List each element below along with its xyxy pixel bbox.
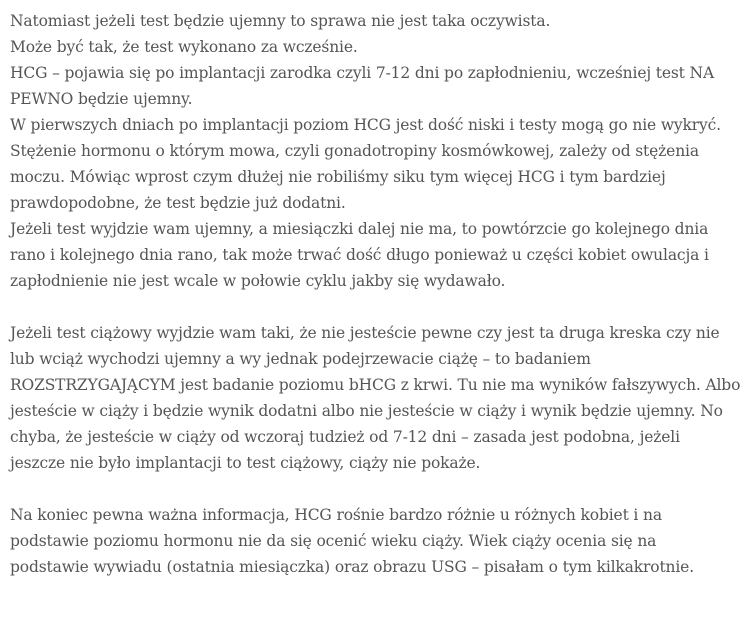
text-line: ROZSTRZYGAJĄCYM jest badanie poziomu bHCG z krwi. Tu nie ma wyników fałszywych. Albo <box>10 376 741 394</box>
text-line: Jeżeli test wyjdzie wam ujemny, a miesiączki dalej nie ma, to powtórzcie go kolejnego dnia <box>10 220 709 238</box>
paragraph-blood-test <box>10 320 746 476</box>
text-line: podstawie poziomu hormonu nie da się ocenić wieku ciąży. Wiek ciąży ocenia się na <box>10 532 657 550</box>
text-line: prawdopodobne, że test będzie już dodatni. <box>10 194 346 212</box>
text-line: Natomiast jeżeli test będzie ujemny to sprawa nie jest taka oczywista. <box>10 12 551 30</box>
text-line: Na koniec pewna ważna informacja, HCG rośnie bardzo różnie u różnych kobiet i na <box>10 506 662 524</box>
text-line: PEWNO będzie ujemny. <box>10 90 193 108</box>
text-line: jeszcze nie było implantacji to test ciążowy, ciąży nie pokaże. <box>10 454 481 472</box>
text-line: zapłodnienie nie jest wcale w połowie cyklu jakby się wydawało. <box>10 272 506 290</box>
text-line: podstawie wywiadu (ostatnia miesiączka) oraz obrazu USG – pisałam o tym kilkakrotnie. <box>10 558 694 576</box>
text-line: rano i kolejnego dnia rano, tak może trwać dość długo ponieważ u części kobiet owulacja i <box>10 246 709 264</box>
text-line: W pierwszych dniach po implantacji poziom HCG jest dość niski i testy mogą go nie wykryć. <box>10 116 721 134</box>
text-line: Jeżeli test ciążowy wyjdzie wam taki, że nie jesteście pewne czy jest ta druga kreska czy nie <box>10 324 720 342</box>
paragraph-final-info <box>10 502 746 580</box>
paragraph-negative-test <box>10 8 746 294</box>
text-line: HCG – pojawia się po implantacji zarodka czyli 7-12 dni po zapłodnieniu, wcześniej test NA <box>10 64 714 82</box>
text-line: Może być tak, że test wykonano za wcześnie. <box>10 38 358 56</box>
text-line: jesteście w ciąży i będzie wynik dodatni albo nie jesteście w ciąży i wynik będzie ujemny. No <box>10 402 723 420</box>
text-line: moczu. Mówiąc wprost czym dłużej nie robiliśmy siku tym więcej HCG i tym bardziej <box>10 168 666 186</box>
text-line: lub wciąż wychodzi ujemny a wy jednak podejrzewacie ciążę – to badaniem <box>10 350 591 368</box>
text-line: Stężenie hormonu o którym mowa, czyli gonadotropiny kosmówkowej, zależy od stężenia <box>10 142 699 160</box>
text-line: chyba, że jesteście w ciąży od wczoraj tudzież od 7-12 dni – zasada jest podobna, jeżeli <box>10 428 680 446</box>
